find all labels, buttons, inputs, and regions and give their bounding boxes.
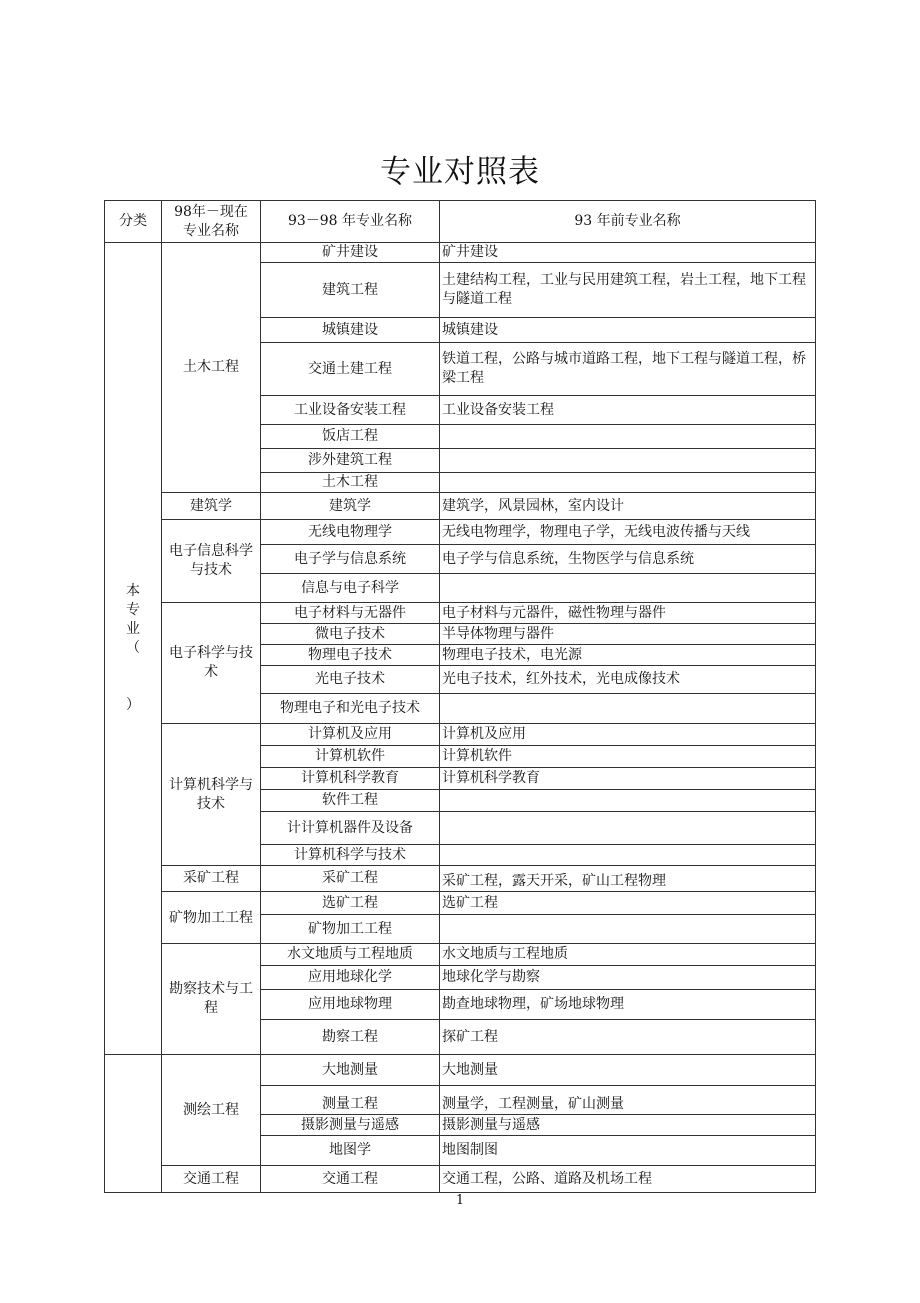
mid-name-cell: 大地测量 — [261, 1055, 440, 1086]
mid-name-cell: 计计算机器件及设备 — [261, 812, 440, 845]
mid-name-cell: 矿井建设 — [261, 243, 440, 263]
old-name-cell — [440, 425, 816, 449]
table-row — [105, 892, 816, 915]
mid-name-cell: 选矿工程 — [261, 892, 440, 915]
mid-name-cell: 地图学 — [261, 1136, 440, 1166]
major-comparison-table — [104, 200, 816, 1193]
mid-name-cell: 土木工程 — [261, 473, 440, 493]
mid-name-cell: 工业设备安装工程 — [261, 396, 440, 425]
header-current-name-line2: 专业名称 — [183, 222, 239, 239]
old-name-cell: 水文地质与工程地质 — [440, 944, 816, 966]
group-kuangwu: 矿物加工工程 — [162, 892, 261, 944]
mid-name-cell: 勘察工程 — [261, 1020, 440, 1055]
old-name-cell — [440, 845, 816, 866]
page-title: 专业对照表 — [380, 154, 540, 190]
table-row — [105, 520, 816, 545]
mid-name-cell: 微电子技术 — [261, 624, 440, 645]
mid-name-cell: 水文地质与工程地质 — [261, 944, 440, 966]
mid-name-cell: 信息与电子科学 — [261, 574, 440, 603]
mid-name-cell: 计算机软件 — [261, 746, 440, 768]
old-name-cell — [440, 574, 816, 603]
page-number: 1 — [455, 1193, 465, 1208]
old-name-cell: 地图制图 — [440, 1136, 816, 1166]
group-jianzhu: 建筑学 — [162, 493, 261, 520]
old-name-cell: 计算机科学教育 — [440, 768, 816, 790]
mid-name-cell: 交通工程 — [261, 1166, 440, 1193]
category-char: ） — [126, 697, 140, 713]
mid-name-cell: 交通土建工程 — [261, 343, 440, 396]
table-header-row — [105, 201, 816, 243]
old-name-cell: 光电子技术，红外技术，光电成像技术 — [440, 666, 816, 694]
old-name-cell: 地球化学与勘察 — [440, 966, 816, 990]
category-undergrad — [105, 243, 162, 1055]
old-name-cell: 摄影测量与遥感 — [440, 1115, 816, 1136]
old-name-cell: 交通工程，公路、道路及机场工程 — [440, 1166, 816, 1193]
category-char: （ — [126, 640, 140, 656]
old-name-cell: 物理电子技术，电光源 — [440, 645, 816, 666]
old-name-cell: 半导体物理与器件 — [440, 624, 816, 645]
table-row — [105, 493, 816, 520]
table-row — [105, 1166, 816, 1193]
group-dianzixinxi: 电子信息科学与技术 — [162, 520, 261, 603]
mid-name-cell: 采矿工程 — [261, 866, 440, 892]
old-name-cell: 选矿工程 — [440, 892, 816, 915]
header-current-name-line1: 98年－现在 — [174, 203, 248, 220]
old-name-cell: 电子学与信息系统，生物医学与信息系统 — [440, 545, 816, 574]
old-name-cell: 电子材料与元器件，磁性物理与器件 — [440, 603, 816, 624]
header-old-name: 93 年前专业名称 — [440, 201, 816, 243]
mid-name-cell: 软件工程 — [261, 790, 440, 812]
mid-name-cell: 涉外建筑工程 — [261, 449, 440, 473]
mid-name-cell: 矿物加工工程 — [261, 915, 440, 944]
old-name-cell — [440, 449, 816, 473]
group-cehui: 测绘工程 — [162, 1055, 261, 1166]
table-row — [105, 243, 816, 263]
group-jiaotong: 交通工程 — [162, 1166, 261, 1193]
mid-name-cell: 计算机科学与技术 — [261, 845, 440, 866]
old-name-cell: 计算机及应用 — [440, 724, 816, 746]
category-char: 专 — [126, 602, 140, 618]
group-caikuang: 采矿工程 — [162, 866, 261, 892]
old-name-cell: 测量学，工程测量，矿山测量 — [440, 1086, 816, 1115]
old-name-cell: 工业设备安装工程 — [440, 396, 816, 425]
mid-name-cell: 饭店工程 — [261, 425, 440, 449]
group-jisuanji: 计算机科学与技术 — [162, 724, 261, 866]
old-name-cell: 大地测量 — [440, 1055, 816, 1086]
header-current-name — [162, 201, 261, 243]
old-name-cell — [440, 790, 816, 812]
old-name-cell: 勘查地球物理，矿场地球物理 — [440, 990, 816, 1020]
category-char: 本 — [126, 583, 140, 599]
group-tumu: 土木工程 — [162, 243, 261, 493]
mid-name-cell: 物理电子和光电子技术 — [261, 694, 440, 724]
old-name-cell: 铁道工程，公路与城市道路工程，地下工程与隧道工程，桥梁工程 — [440, 343, 816, 396]
old-name-cell: 探矿工程 — [440, 1020, 816, 1055]
old-name-cell: 城镇建设 — [440, 318, 816, 343]
table-row — [105, 866, 816, 892]
old-name-cell — [440, 694, 816, 724]
category-other — [105, 1055, 162, 1193]
old-name-cell: 矿井建设 — [440, 243, 816, 263]
table-row — [105, 944, 816, 966]
mid-name-cell: 光电子技术 — [261, 666, 440, 694]
mid-name-cell: 计算机及应用 — [261, 724, 440, 746]
table-row — [105, 603, 816, 624]
old-name-cell — [440, 915, 816, 944]
header-mid-name: 93－98 年专业名称 — [261, 201, 440, 243]
group-dianzikexue: 电子科学与技术 — [162, 603, 261, 724]
mid-name-cell: 电子学与信息系统 — [261, 545, 440, 574]
mid-name-cell: 应用地球化学 — [261, 966, 440, 990]
mid-name-cell: 建筑学 — [261, 493, 440, 520]
mid-name-cell: 测量工程 — [261, 1086, 440, 1115]
header-category: 分类 — [105, 201, 162, 243]
category-char: 业 — [126, 621, 140, 637]
old-name-cell — [440, 473, 816, 493]
old-name-cell — [440, 812, 816, 845]
mid-name-cell: 建筑工程 — [261, 263, 440, 318]
mid-name-cell: 电子材料与无器件 — [261, 603, 440, 624]
old-name-cell: 采矿工程，露天开采，矿山工程物理 — [440, 866, 816, 892]
old-name-cell: 建筑学，风景园林，室内设计 — [440, 493, 816, 520]
mid-name-cell: 摄影测量与遥感 — [261, 1115, 440, 1136]
old-name-cell: 土建结构工程，工业与民用建筑工程，岩土工程，地下工程与隧道工程 — [440, 263, 816, 318]
mid-name-cell: 应用地球物理 — [261, 990, 440, 1020]
table-row — [105, 1055, 816, 1086]
mid-name-cell: 无线电物理学 — [261, 520, 440, 545]
table-row — [105, 724, 816, 746]
group-kancha: 勘察技术与工程 — [162, 944, 261, 1055]
mid-name-cell: 物理电子技术 — [261, 645, 440, 666]
mid-name-cell: 计算机科学教育 — [261, 768, 440, 790]
old-name-cell: 计算机软件 — [440, 746, 816, 768]
old-name-cell: 无线电物理学，物理电子学，无线电波传播与天线 — [440, 520, 816, 545]
mid-name-cell: 城镇建设 — [261, 318, 440, 343]
